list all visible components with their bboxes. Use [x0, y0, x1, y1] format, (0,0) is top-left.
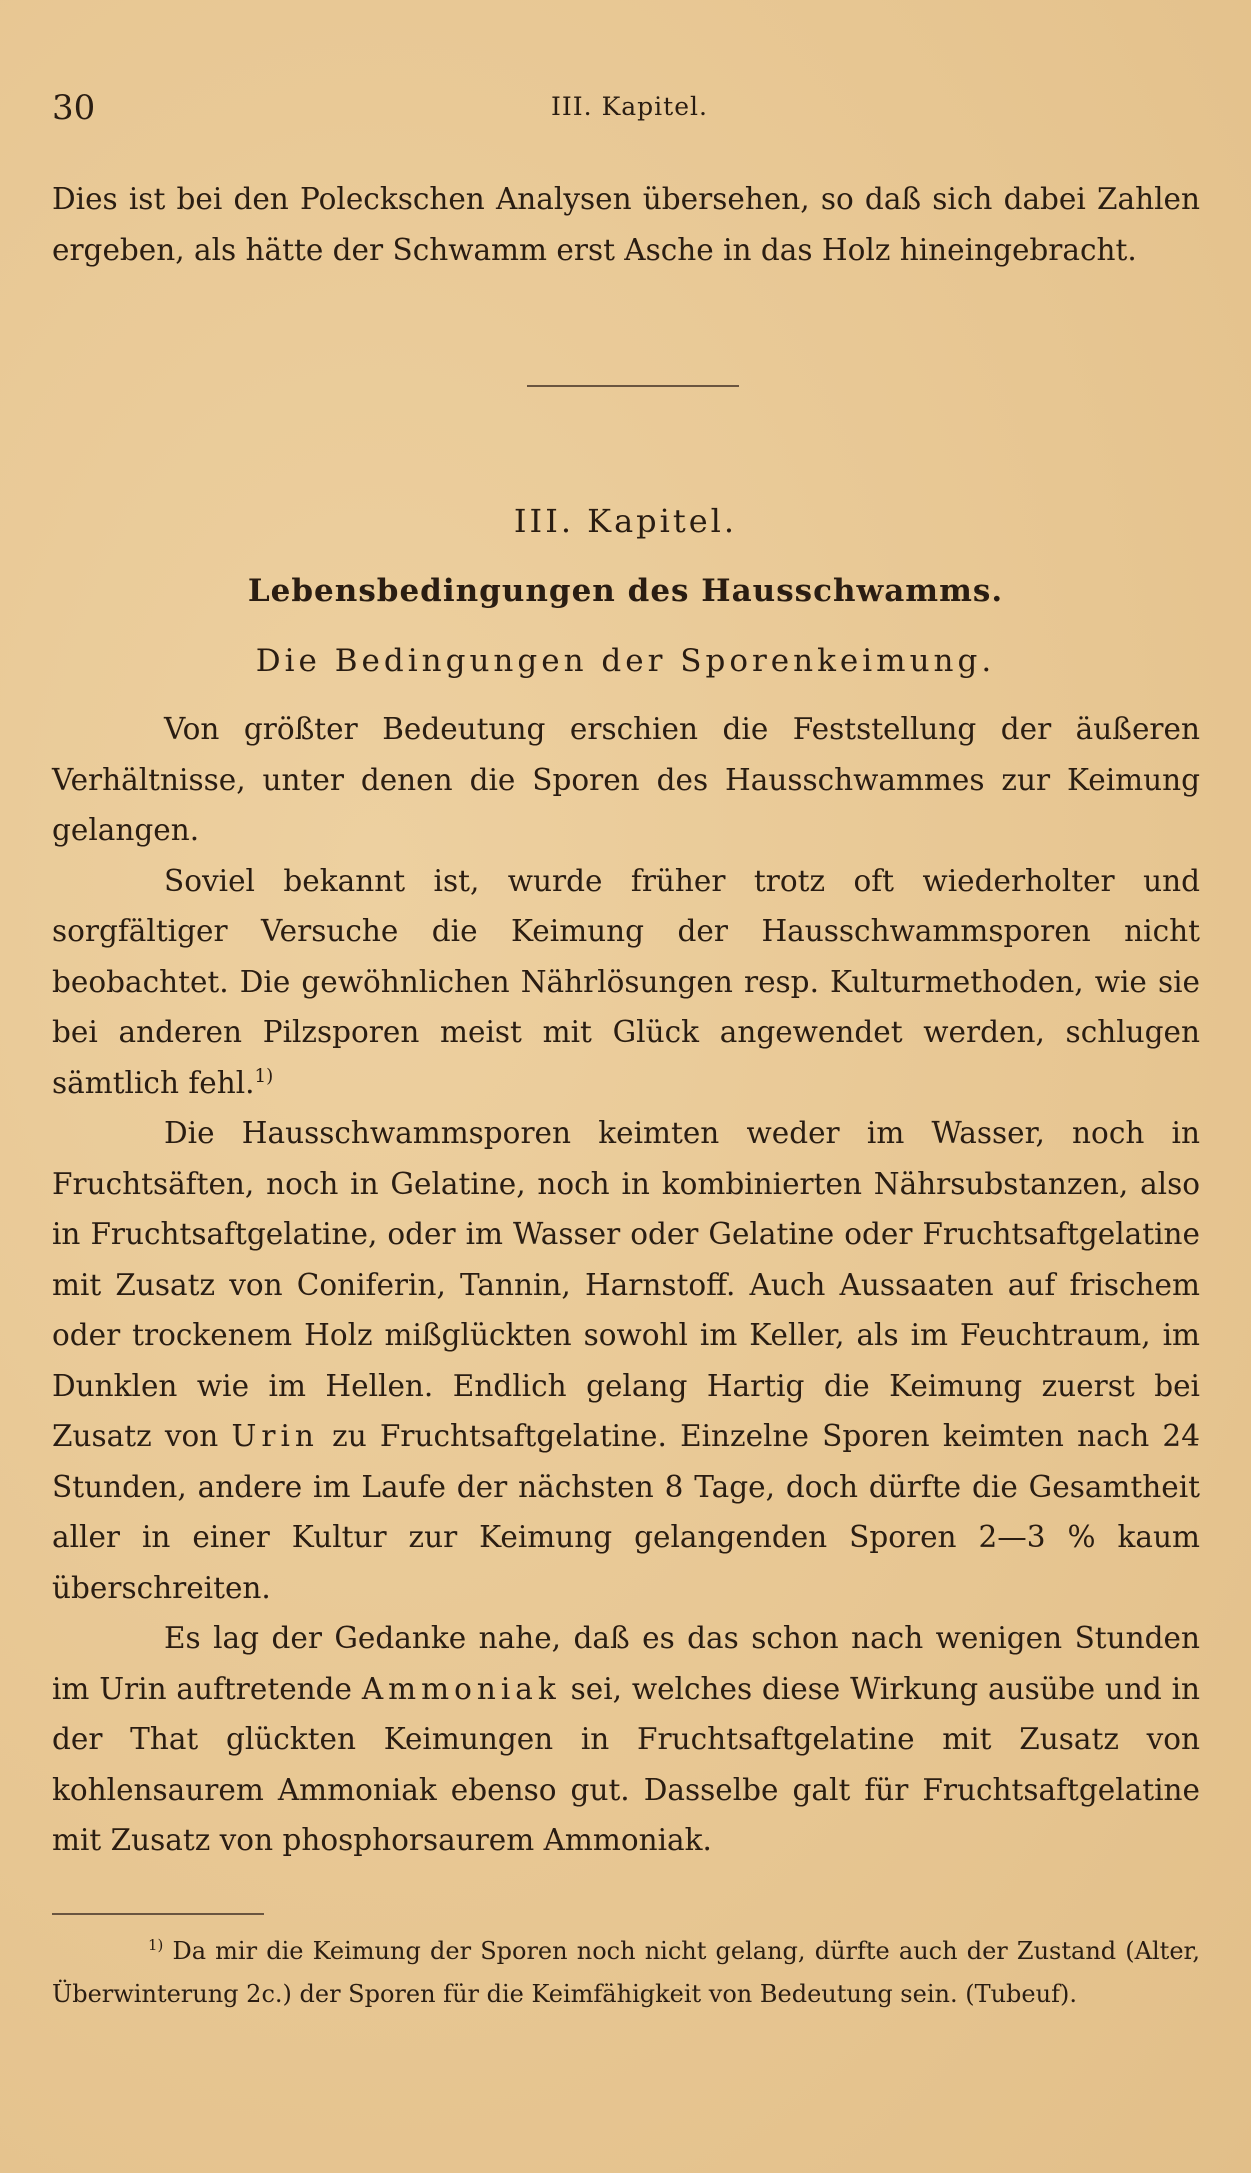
section-divider [527, 385, 739, 387]
subsection-title: Die Bedingungen der Sporenkeimung. [255, 643, 996, 679]
emphasis-text: Ammoniak [361, 1671, 561, 1706]
page-number: 30 [52, 88, 96, 128]
emphasis-text: Urin [231, 1419, 319, 1453]
paragraph-text: kaum überschreiten. [52, 1520, 1200, 1605]
footnote-reference: 1) [254, 1065, 274, 1087]
paragraph: Von größter Bedeutung erschien die Feststellung der äußeren Verhältnisse, unter denen die Sporen des Hausschwammes zur Keimung gelangen. [52, 712, 1200, 847]
paragraph-text: Soviel bekannt ist, wurde früher trotz oft wiederholter und sorgfältiger Versuche die Keimung der Hausschwammsporen nicht beobachtet. Die gewöhnlichen Nährlösungen resp. Kulturmethoden, wie sie bei anderen Pilzsporen meist mit Glück angewendet werden, schlugen sämtlich fehl. [52, 863, 1200, 1100]
paragraph [52, 1108, 1200, 1613]
paragraph-text: Es lag der Gedanke nahe, daß es das schon nach wenigen Stunden im Urin auftretende [52, 1621, 1200, 1706]
paragraph-text: Die Hausschwammsporen keimten weder im Wasser, noch in Fruchtsäften, noch in Gelatine, noch in kombinierten Nährsubstanzen, also in Fruchtsaftgelatine, oder im Wasser oder Gelatine oder Fruchtsaftgelatine mit Zusatz von Coniferin, Tannin, Harnstoff. Auch Aussaaten auf frischem oder trockenem Holz mißglückten sowohl im Keller, als im Feuchtraum, im Dunklen wie im Hellen. Endlich gelang Hartig die Keimung zuerst bei Zusatz von [52, 1116, 1200, 1453]
paragraph-text: zu Fruchtsaftgelatine. Einzelne Sporen keimten nach 24 Stunden, andere im Laufe der nächsten 8 Tage, doch dürfte die Gesamtheit aller in einer Kultur zur Keimung gelangenden Sporen 2—3 [52, 1419, 1200, 1554]
footnote-text: Da mir die Keimung der Sporen noch nicht gelang, dürfte auch der Zustand (Alter, Überwinterung 2c.) der Sporen für die Keimfähigkeit von Bedeutung sein. (Tubeuf). [52, 1937, 1200, 2008]
footnote [52, 1930, 1200, 2016]
paragraph-text: sei, welches diese Wirkung ausübe und in der That glückten Keimungen in Fruchtsaftgelatine mit Zusatz von kohlensaurem Ammoniak ebenso gut. Dasselbe galt für Fruchtsaftgelatine mit Zusatz von phosphorsaurem Ammoniak. [52, 1671, 1200, 1857]
chapter-title: Lebensbedingungen des Hausschwamms. [247, 573, 1004, 609]
page-header [52, 88, 1207, 128]
footnote-marker: 1) [148, 1936, 164, 1954]
chapter-label: III. Kapitel. [513, 502, 738, 540]
paragraph [52, 856, 1200, 1109]
percent-sign: % [1067, 1520, 1096, 1554]
intro-paragraph: Dies ist bei den Poleckschen Analysen übersehen, so daß sich dabei Zahlen ergeben, als hätte der Schwamm erst Asche in das Holz hineingebracht. [52, 182, 1200, 267]
footnote-divider [52, 1913, 264, 1915]
running-head: III. Kapitel. [551, 92, 708, 121]
body-text [52, 704, 1200, 1866]
paragraph [52, 1613, 1200, 1866]
